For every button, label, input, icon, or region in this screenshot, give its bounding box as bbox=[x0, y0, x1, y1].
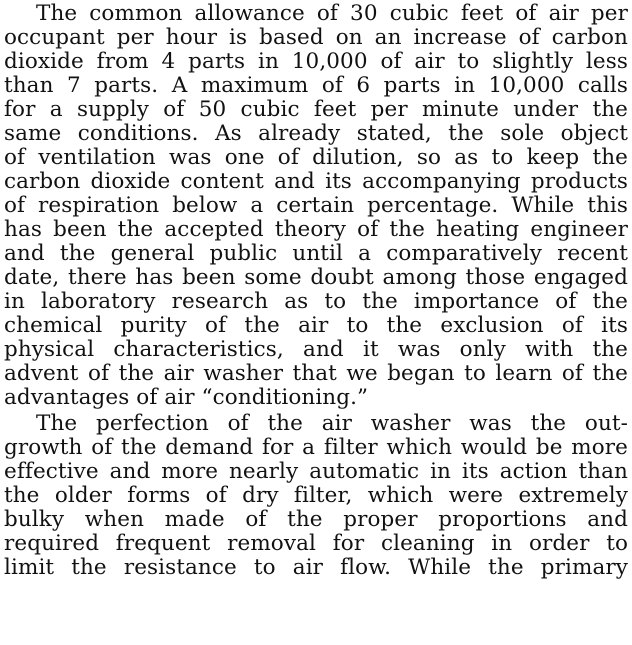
text-line: date, there has been some doubt among those engaged bbox=[4, 266, 628, 290]
text-line: in laboratory research as to the importance of the bbox=[4, 290, 628, 314]
text-line: same conditions. As already stated, the sole object bbox=[4, 122, 628, 146]
text-line: advantages of air “conditioning.” bbox=[4, 386, 369, 410]
text-line: occupant per hour is based on an increase of carbon bbox=[4, 26, 628, 50]
text-line: for a supply of 50 cubic feet per minute under the bbox=[4, 98, 628, 122]
text-line: effective and more nearly automatic in its action than bbox=[4, 460, 628, 484]
text-line: physical characteristics, and it was only with the bbox=[4, 338, 628, 362]
text-line: limit the resistance to air flow. While the primary bbox=[4, 556, 628, 580]
text-line: required frequent removal for cleaning in order to bbox=[4, 532, 628, 556]
text-line: of ventilation was one of dilution, so as to keep the bbox=[4, 146, 628, 170]
text-line: The common allowance of 30 cubic feet of air per bbox=[36, 2, 628, 26]
text-line: advent of the air washer that we began to learn of the bbox=[4, 362, 628, 386]
text-line: The perfection of the air washer was the out- bbox=[36, 412, 628, 436]
text-line: of respiration below a certain percentage. While this bbox=[4, 194, 628, 218]
text-line: carbon dioxide content and its accompanying products bbox=[4, 170, 628, 194]
text-line: chemical purity of the air to the exclusion of its bbox=[4, 314, 628, 338]
text-line: than 7 parts. A maximum of 6 parts in 10,000 calls bbox=[4, 74, 628, 98]
text-line: the older forms of dry filter, which were extremely bbox=[4, 484, 628, 508]
text-line: dioxide from 4 parts in 10,000 of air to slightly less bbox=[4, 50, 628, 74]
text-line: growth of the demand for a filter which would be more bbox=[4, 436, 628, 460]
text-line: bulky when made of the proper proportions and bbox=[4, 508, 628, 532]
text-line: and the general public until a comparatively recent bbox=[4, 242, 628, 266]
text-line: has been the accepted theory of the heating engineer bbox=[4, 218, 628, 242]
